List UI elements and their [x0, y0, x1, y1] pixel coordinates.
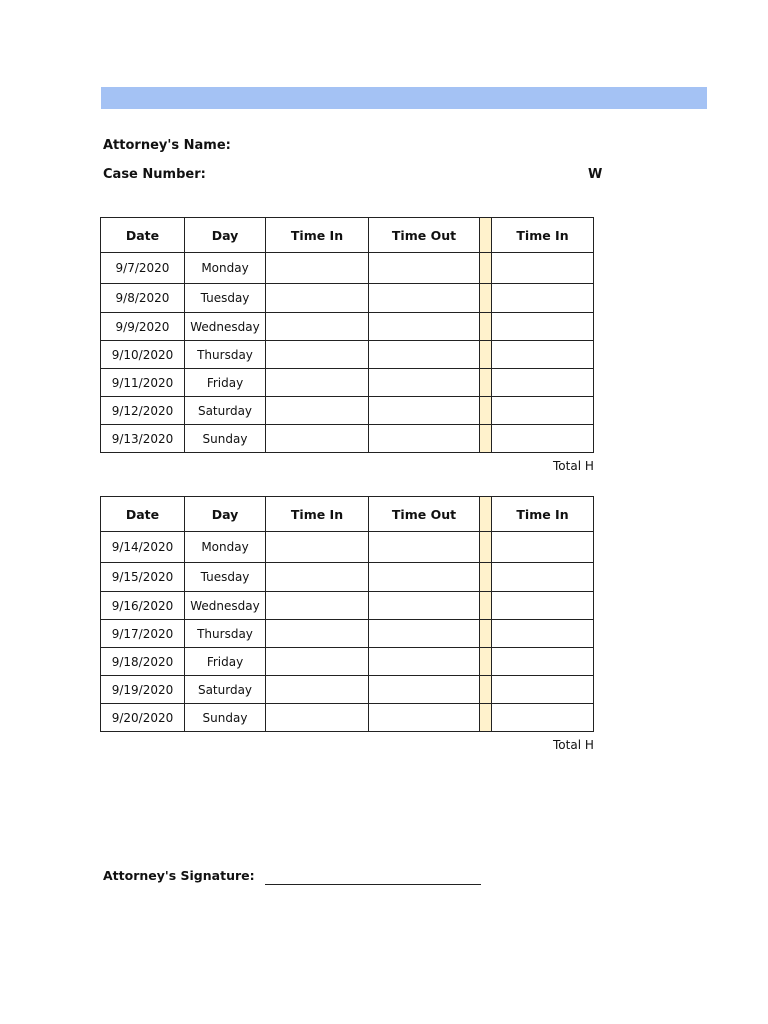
separator-column — [480, 218, 492, 253]
separator-cell — [480, 676, 492, 704]
time-out-cell[interactable] — [369, 253, 480, 284]
time-in-2-cell[interactable] — [492, 704, 594, 732]
time-out-cell[interactable] — [369, 369, 480, 397]
day-cell: Monday — [185, 532, 266, 563]
table-row — [101, 253, 594, 284]
time-in-cell[interactable] — [266, 563, 369, 592]
time-in-cell[interactable] — [266, 532, 369, 563]
time-in-2-cell[interactable] — [492, 425, 594, 453]
table-row — [101, 397, 594, 425]
table-row — [101, 704, 594, 732]
table-row — [101, 592, 594, 620]
day-cell: Wednesday — [185, 592, 266, 620]
time-in-2-cell[interactable] — [492, 369, 594, 397]
time-in-2-cell[interactable] — [492, 620, 594, 648]
time-in-cell[interactable] — [266, 369, 369, 397]
separator-cell — [480, 425, 492, 453]
column-header-time-in: Time In — [266, 218, 369, 253]
time-out-cell[interactable] — [369, 620, 480, 648]
date-cell: 9/7/2020 — [101, 253, 185, 284]
time-in-2-cell[interactable] — [492, 284, 594, 313]
column-header-date: Date — [101, 218, 185, 253]
case-number-label: Case Number: — [103, 167, 206, 182]
time-out-cell[interactable] — [369, 532, 480, 563]
time-in-2-cell[interactable] — [492, 532, 594, 563]
signature-label: Attorney's Signature: — [103, 868, 255, 883]
separator-cell — [480, 563, 492, 592]
day-cell: Friday — [185, 369, 266, 397]
time-out-cell[interactable] — [369, 397, 480, 425]
separator-cell — [480, 397, 492, 425]
day-cell: Monday — [185, 253, 266, 284]
separator-column — [480, 497, 492, 532]
title-bar — [101, 87, 707, 109]
separator-cell — [480, 648, 492, 676]
date-cell: 9/14/2020 — [101, 532, 185, 563]
column-header-time-out: Time Out — [369, 218, 480, 253]
separator-cell — [480, 704, 492, 732]
day-cell: Tuesday — [185, 284, 266, 313]
date-cell: 9/17/2020 — [101, 620, 185, 648]
separator-cell — [480, 592, 492, 620]
column-header-time-in-2: Time In — [492, 218, 594, 253]
date-cell: 9/9/2020 — [101, 313, 185, 341]
timesheet-week-2 — [100, 496, 594, 732]
column-header-time-in-2: Time In — [492, 497, 594, 532]
date-cell: 9/20/2020 — [101, 704, 185, 732]
time-in-cell[interactable] — [266, 704, 369, 732]
separator-cell — [480, 313, 492, 341]
time-out-cell[interactable] — [369, 563, 480, 592]
column-header-time-in: Time In — [266, 497, 369, 532]
time-in-2-cell[interactable] — [492, 676, 594, 704]
separator-cell — [480, 620, 492, 648]
time-in-2-cell[interactable] — [492, 313, 594, 341]
header-row — [101, 497, 594, 532]
time-out-cell[interactable] — [369, 592, 480, 620]
time-in-2-cell[interactable] — [492, 397, 594, 425]
time-in-cell[interactable] — [266, 313, 369, 341]
separator-cell — [480, 532, 492, 563]
date-cell: 9/8/2020 — [101, 284, 185, 313]
column-header-day: Day — [185, 497, 266, 532]
table-row — [101, 532, 594, 563]
time-in-2-cell[interactable] — [492, 563, 594, 592]
time-in-cell[interactable] — [266, 425, 369, 453]
time-in-2-cell[interactable] — [492, 592, 594, 620]
day-cell: Wednesday — [185, 313, 266, 341]
date-cell: 9/16/2020 — [101, 592, 185, 620]
table-row — [101, 648, 594, 676]
time-out-cell[interactable] — [369, 341, 480, 369]
time-in-cell[interactable] — [266, 592, 369, 620]
signature-line[interactable] — [265, 883, 481, 885]
time-in-cell[interactable] — [266, 620, 369, 648]
time-in-cell[interactable] — [266, 341, 369, 369]
time-out-cell[interactable] — [369, 313, 480, 341]
table-row — [101, 369, 594, 397]
time-in-2-cell[interactable] — [492, 253, 594, 284]
time-in-cell[interactable] — [266, 253, 369, 284]
column-header-day: Day — [185, 218, 266, 253]
time-out-cell[interactable] — [369, 284, 480, 313]
day-cell: Friday — [185, 648, 266, 676]
time-in-2-cell[interactable] — [492, 648, 594, 676]
date-cell: 9/13/2020 — [101, 425, 185, 453]
table-row — [101, 563, 594, 592]
table-row — [101, 341, 594, 369]
day-cell: Thursday — [185, 341, 266, 369]
timesheet-week-1 — [100, 217, 594, 453]
table-row — [101, 313, 594, 341]
date-cell: 9/10/2020 — [101, 341, 185, 369]
table-row — [101, 284, 594, 313]
separator-cell — [480, 369, 492, 397]
header-row — [101, 218, 594, 253]
separator-cell — [480, 284, 492, 313]
attorney-name-label: Attorney's Name: — [103, 138, 231, 153]
time-in-cell[interactable] — [266, 397, 369, 425]
day-cell: Saturday — [185, 676, 266, 704]
date-cell: 9/18/2020 — [101, 648, 185, 676]
date-cell: 9/12/2020 — [101, 397, 185, 425]
separator-cell — [480, 253, 492, 284]
table-row — [101, 676, 594, 704]
day-cell: Thursday — [185, 620, 266, 648]
date-cell: 9/15/2020 — [101, 563, 185, 592]
column-header-time-out: Time Out — [369, 497, 480, 532]
time-out-cell[interactable] — [369, 704, 480, 732]
day-cell: Sunday — [185, 704, 266, 732]
time-in-2-cell[interactable] — [492, 341, 594, 369]
time-out-cell[interactable] — [369, 676, 480, 704]
date-cell: 9/19/2020 — [101, 676, 185, 704]
time-in-cell[interactable] — [266, 284, 369, 313]
table-row — [101, 425, 594, 453]
day-cell: Tuesday — [185, 563, 266, 592]
total-hours-label-week-1: Total H — [553, 459, 594, 473]
truncated-label-fragment: W — [588, 167, 603, 182]
total-hours-label-week-2: Total H — [553, 738, 594, 752]
date-cell: 9/11/2020 — [101, 369, 185, 397]
time-in-cell[interactable] — [266, 676, 369, 704]
table-row — [101, 620, 594, 648]
separator-cell — [480, 341, 492, 369]
day-cell: Sunday — [185, 425, 266, 453]
time-in-cell[interactable] — [266, 648, 369, 676]
day-cell: Saturday — [185, 397, 266, 425]
time-out-cell[interactable] — [369, 648, 480, 676]
column-header-date: Date — [101, 497, 185, 532]
time-out-cell[interactable] — [369, 425, 480, 453]
